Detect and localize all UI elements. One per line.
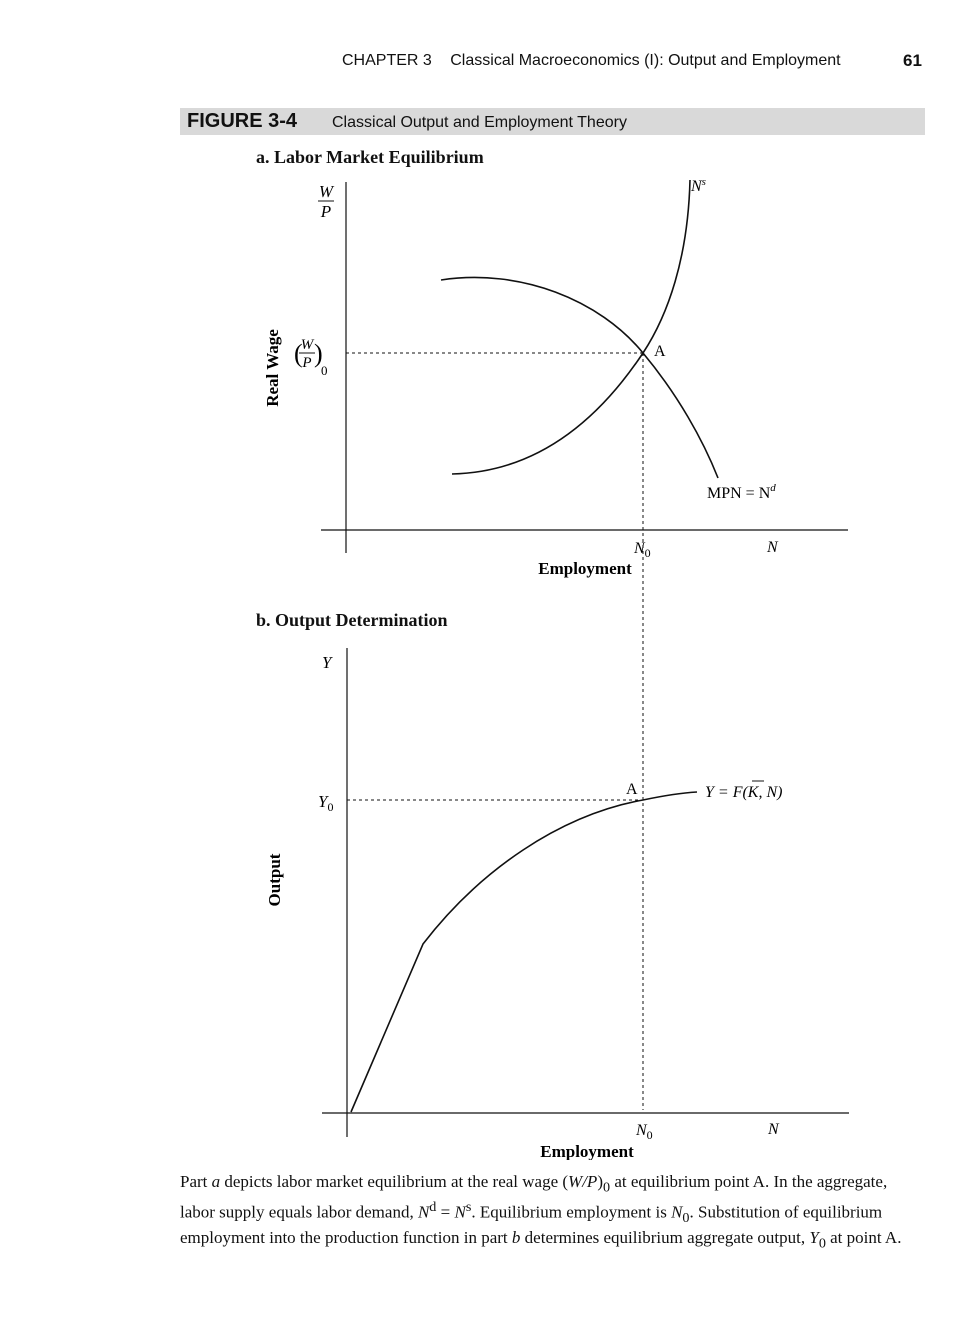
panel-b-title: b. Output Determination (256, 610, 448, 630)
panel-b-y-axis-label: Output (265, 853, 284, 907)
panel-a-x-axis-label: Employment (538, 559, 632, 578)
panel-a-n0-label: $N_0$ (634, 540, 651, 560)
panel-b-n0-label: $N_0$ (636, 1122, 653, 1142)
panel-b-n-axis-label: N (768, 1121, 779, 1138)
production-function-curve (351, 792, 697, 1112)
panel-a-graph (263, 176, 848, 1110)
supply-curve-label: $N^s$ (691, 176, 706, 195)
figure-title: Classical Output and Employment Theory (332, 114, 627, 131)
panel-b-graph (265, 648, 849, 1160)
wage-tick-open-paren: ( (294, 339, 303, 368)
wage-tick-num: W (300, 337, 314, 353)
panel-b-point-a: A (626, 781, 638, 798)
chapter-label: CHAPTER 3 (342, 52, 432, 69)
panel-b-y0-label: $Y_0$ (318, 792, 334, 814)
wage-tick-close-paren: ) (314, 339, 323, 368)
chapter-title: Classical Macroeconomics (I): Output and Employment (450, 52, 841, 69)
production-function-label: Y = F(K, N) (705, 784, 783, 801)
panel-b-y-top-label: Y (322, 653, 332, 672)
panel-a-point-a: A (654, 343, 666, 360)
panel-a-y-top-num: W (318, 182, 334, 201)
panel-b-x-axis-label: Employment (540, 1142, 634, 1160)
figure-caption: Part a depicts labor market equilibrium at the real wage $(W/P)_0$ at equilibrium point A. In the aggregate, labor supply equals labor demand, $N^d = N^s$. Equilibrium employment is $N_0$. Substitution of equilibrium employment into the production function in part b determines equilibrium aggregate output, $Y_0$ at point A. (180, 1172, 902, 1252)
panel-a-y-top-den: P (320, 202, 332, 221)
demand-curve-label: MPN = $N^d$ (707, 482, 776, 502)
page-number: 61 (903, 51, 922, 70)
wage-tick-sub: 0 (321, 363, 328, 378)
panel-a-title: a. Labor Market Equilibrium (256, 147, 484, 167)
labor-demand-curve (441, 277, 718, 478)
panel-a-n-axis-label: N (767, 539, 778, 556)
panel-a-y-axis-label: Real Wage (263, 329, 282, 407)
labor-supply-curve (452, 180, 690, 474)
wage-tick-den: P (302, 355, 312, 371)
figure-label: FIGURE 3-4 (187, 110, 298, 132)
